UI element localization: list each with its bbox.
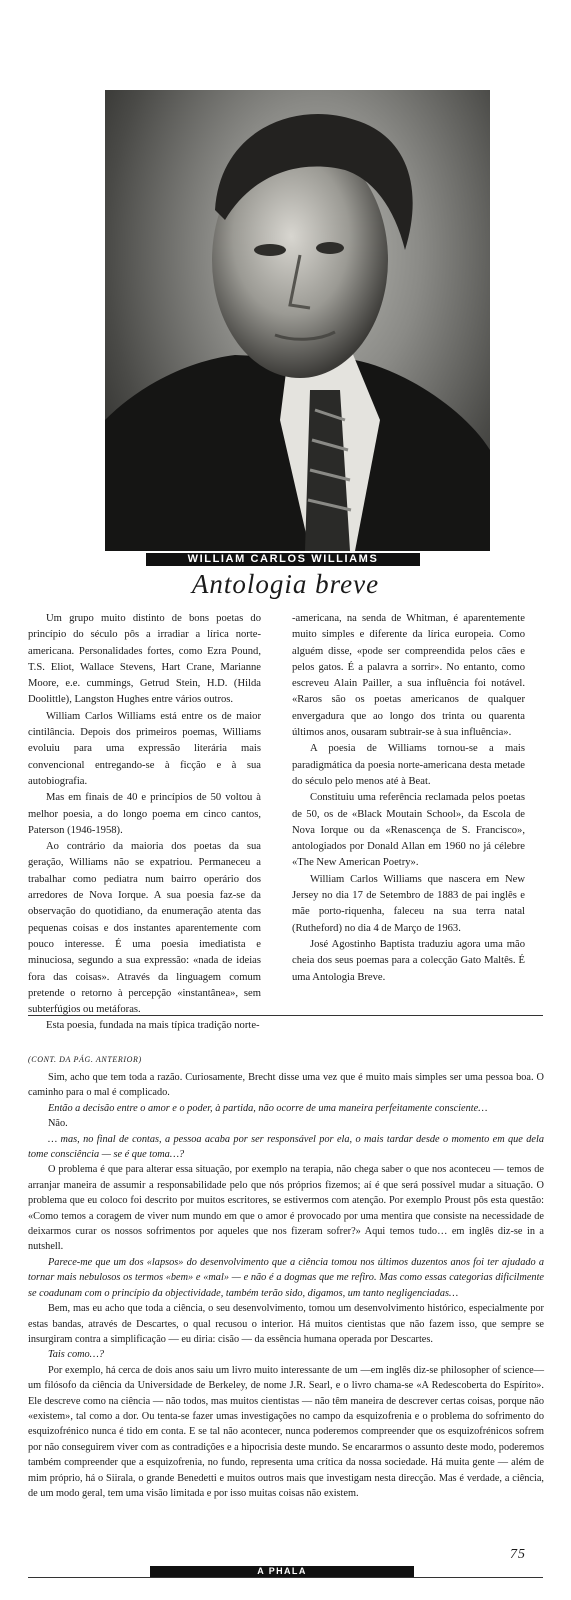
article-paragraph: William Carlos Williams que nascera em New Jersey no dia 17 de Setembro de 1883 de pai inglês e mãe porto-riquenha, faleceu na sua terra natal (Rutheford) no dia 4 de Março de 1963. (292, 873, 525, 934)
interview-paragraph: Não. (48, 1118, 68, 1130)
page-number: 75 (510, 1547, 526, 1562)
article-paragraph: -americana, na senda de Whitman, é aparentemente muito simples e diferente da lírica europeia. Como alguém disse, «pode ser compreendida pelos cães e pelos gatos. É a palavra a sorrir». No entanto, como escreveu Alain Pailler, a sua influência foi notável. «Raros são os poetas americanos de qualquer envergadura que ao longo dos trinta ou quarenta últimos anos, ousaram subtrair-se à sua influência». (292, 613, 525, 739)
article-paragraph: Mas em finais de 40 e princípios de 50 voltou à melhor poesia, a do longo poema em cinco cantos, Paterson (1946-1958). (28, 792, 261, 836)
article-paragraph: Constituiu uma referência reclamada pelos poetas de 50, os de «Black Moutain School», da Escola de Nova Iorque ou da «Renascença de S. Francisco», antologiados por Donald Allan em 1960 no já célebre «The New American Poetry». (292, 792, 525, 869)
portrait-illustration (105, 90, 490, 551)
article-paragraph: Um grupo muito distinto de bons poetas do princípio do século pôs a irradiar a lírica norte-americana. Personalidades fortes, como Ezra Pound, T.S. Eliot, Wallace Stevens, Hart Crane, Marianne Moore, e.e. cummings, Getrud Stein, H.D. (Hilda Doolittle), Langston Hughes entre vários outros. (28, 613, 261, 706)
article-paragraph: Ao contrário da maioria dos poetas da sua geração, Williams não se expatriou. Permaneceu a trabalhar como pediatra num bairro operário dos arredores de Nova Iorque. A sua poesia faz-se da observação do quotidiano, da enumeração atenta das pequenas coisas e dos instantes aparentemente com pouco interesse. É uma poesia imediatista e minuciosa, segundo a sua expressão: «nada de ideias fora das coisas». Através da linguagem comum pretende o retorno à percepção «instantânea», sem subterfúgios ou metáforas. (28, 841, 261, 1016)
footer-rule (28, 1577, 543, 1578)
article-paragraph: José Agostinho Baptista traduziu agora uma mão cheia dos seus poemas para a colecção Gato Maltês. É uma Antologia Breve. (292, 938, 525, 983)
interview-paragraph: Bem, mas eu acho que toda a ciência, o seu desenvolvimento, tomou um desenvolvimento histórico, especialmente por estas bandas, através de Descartes, o qual recusou o interior. Há muitos cientistas que não fazem isso, que sempre se insurgiram contra a simplificação — eu diria: cisão — da essência humana operada por Descartes. (28, 1303, 544, 1345)
interview-question: Então a decisão entre o amor e o poder, à partida, não ocorre de uma maneira perfeitamente consciente… (48, 1102, 488, 1114)
interview-body (28, 1070, 544, 1501)
magazine-footer-banner: A PHALA (150, 1566, 414, 1577)
author-portrait-photo (105, 90, 490, 551)
continuation-label: (CONT. DA PÁG. ANTERIOR) (28, 1055, 142, 1064)
article-right-column (292, 611, 525, 986)
section-divider (28, 1015, 543, 1016)
interview-paragraph: Sim, acho que tem toda a razão. Curiosamente, Brecht disse uma vez que é muito mais simples ser uma pessoa boa. O caminho para o mal é complicado. (28, 1072, 544, 1099)
article-paragraph: Esta poesia, fundada na mais típica tradição norte- (46, 1020, 260, 1032)
interview-paragraph: Por exemplo, há cerca de dois anos saiu um livro muito interessante de um —em inglês diz-se philosopher of science— um filósofo da ciência da Universidade de Berkeley, de nome J.R. Searl, e o livro chama-se «A Redescoberta do Espírito». Ele descreve como na ciência — não todos, mas muitos cientistas — não têm maneira de descrever certas coisas, porque não «existem», tal como a dor. Ou tenta-se fazer umas investigações no campo da esquizofrenia e o problema do sofrimento do esquizofrénico nunca é tido em conta. E se tal não acontecer, nunca poderemos compreender que os esquizofrénicos sofrem por não conseguirem viver com as contradições e a hipocrisia deste mundo. Se encararmos o assunto deste modo, poderemos também compreender que a esquizofrenia, no fundo, representa uma crítica da nossa sociedade. Há muita gente — além de mim próprio, há o Siirala, o grande Benedetti e muitos outros mais que investigam nesta direcção. Mas é verdade, a ciência, de um modo geral, tem uma visão limitada e por isso muitas coisas não existem. (28, 1364, 544, 1499)
interview-question: Parece-me que um dos «lapsos» do desenvolvimento que a ciência tomou nos últimos duzentos anos foi ter ajudado a tornar mais nebulosos os termos «bem» e «mal» — e não é a dogmas que me refiro. Mas como essas categorias dificilmente se coadunam com o princípio da objectividade, também terão sido, digamos, um tanto negligenciadas… (28, 1256, 544, 1299)
article-paragraph: A poesia de Williams tornou-se a mais paradigmática da poesia norte-americana desta metade do século pelo menos até à Beat. (292, 743, 525, 787)
author-name-banner: WILLIAM CARLOS WILLIAMS (146, 553, 420, 566)
article-paragraph: William Carlos Williams está entre os de maior cintilância. Depois dos primeiros poemas, Williams evoluiu para uma expressão literária mais convencional entregando-se à ficção e à sua autobiografia. (28, 710, 261, 787)
interview-question: … mas, no final de contas, a pessoa acaba por ser responsável por ela, o mais tardar desde o momento em que dela tome consciência — se é que toma…? (28, 1133, 544, 1161)
interview-question: Tais como…? (48, 1349, 104, 1361)
article-title: Antologia breve (191, 569, 380, 599)
interview-paragraph: O problema é que para alterar essa situação, por exemplo na terapia, não chega saber o que nos aconteceu — temos de arranjar maneira de assumir a responsabilidade pelo que nós próprios fizemos; aí é que será possível mudar a situação. O problema que eu coloco foi descrito por muitos escritores, se estivermos com atenção. Por exemplo Proust pôs esta questão: «Como temos a coragem de viver num mundo em que o amor é provocado por uma mentira que consiste na necessidade de deixarmos curar os nossos sofrimentos por aqueles que nos fizeram sofrer?» Aqui temos tudo… em inglês diz-se in a nutshell. (28, 1164, 544, 1253)
article-left-column (28, 611, 261, 1035)
